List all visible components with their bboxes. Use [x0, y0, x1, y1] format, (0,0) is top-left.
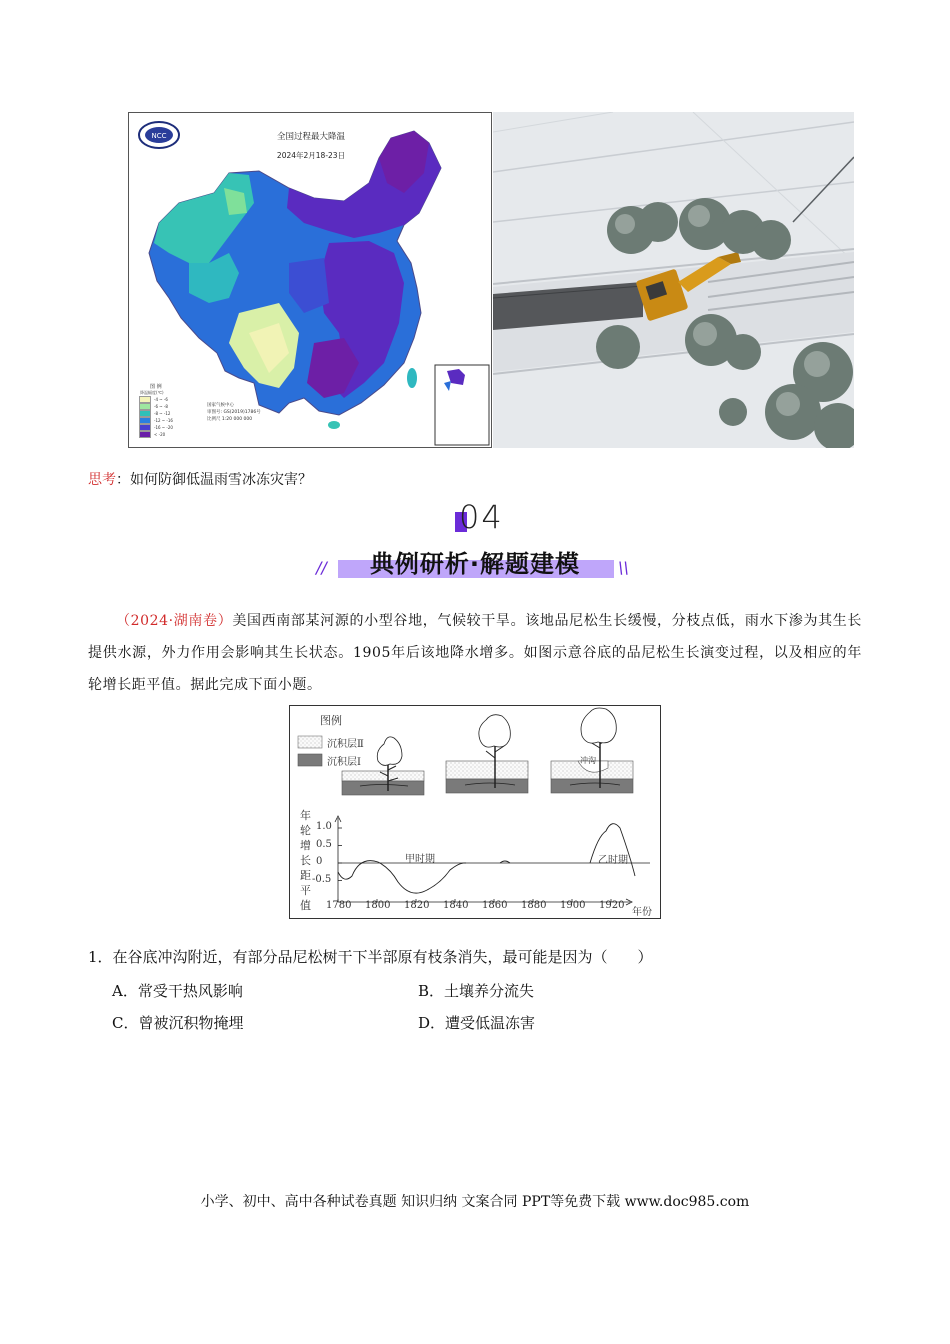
y-axis-label-char: 平	[300, 884, 311, 897]
map-legend-swatch	[139, 403, 151, 410]
y-axis-label-char: 距	[300, 869, 311, 882]
stem-text: 美国西南部某河源的小型谷地，气候较干旱。该地品尼松生长缓慢，分枝点低，雨水下渗为其生长提供水源，外力作用会影响其生长状态。1905年后该地降水增多。如图示意谷底的品尼松生长演变过程，以及相应的年轮增长距平值。据此完成下面小题。	[88, 613, 862, 693]
map-title: 全国过程最大降温	[276, 132, 345, 142]
map-legend-row	[139, 417, 196, 424]
snow-excavator-photo	[493, 112, 854, 448]
map-legend-unit: 降温幅度(℃)	[140, 390, 164, 395]
map-legend-row	[139, 424, 196, 431]
legend-swatch-layer1	[298, 754, 322, 766]
question-1: 1．在谷底冲沟附近，有部分品尼松树干下半部原有枝条消失，最可能是因为（ ）	[88, 948, 653, 966]
period-a-label: 甲时期	[405, 854, 435, 865]
option-b[interactable]: B．土壤养分流失	[418, 982, 535, 1000]
page-footer: 小学、初中、高中各种试卷真题 知识归纳 文案合同 PPT等免费下载 www.doc985.com	[200, 1194, 750, 1210]
map-legend-swatch	[139, 424, 151, 431]
y-axis-label-char: 年	[300, 809, 311, 822]
map-legend-label: -8 ~ -12	[154, 411, 171, 416]
map-legend-row	[139, 403, 196, 410]
map-legend-label: -12 ~ -16	[154, 418, 173, 423]
x-tick-label: 1800	[365, 900, 391, 911]
period-b-label: 乙时期	[598, 855, 628, 866]
map-legend-row	[139, 396, 196, 403]
x-tick-label: 1900	[560, 900, 586, 911]
legend-layer2-label: 沉积层Ⅱ	[327, 739, 364, 750]
section-header	[312, 540, 638, 584]
y-tick-label: 0.5	[316, 838, 332, 850]
map-legend-label: -16 ~ -20	[154, 425, 173, 430]
slash-decoration-left: //	[316, 558, 327, 577]
stage-3	[551, 708, 633, 793]
y-tick-label: 1.0	[316, 821, 332, 832]
option-d[interactable]: D．遭受低温冻害	[418, 1014, 536, 1032]
x-tick-label: 1820	[404, 900, 430, 911]
y-axis-label-char: 长	[300, 854, 311, 867]
stage-2	[446, 715, 528, 793]
map-legend-swatch	[139, 410, 151, 417]
x-tick-label: 1860	[482, 900, 508, 911]
map-legend-row	[139, 431, 196, 438]
pine-growth-diagram	[289, 705, 661, 919]
map-legend-title: 图 例	[150, 384, 162, 390]
map-legend-label: -4 ~ -6	[154, 397, 168, 402]
map-legend-swatch	[139, 417, 151, 424]
think-label: 思考	[88, 472, 116, 488]
option-a[interactable]: A．常受干热风影响	[112, 982, 243, 1000]
map-legend-swatch	[139, 431, 151, 438]
map-credit-line: 比例尺 1:20 000 000	[207, 417, 253, 422]
section-number-text: 04	[459, 498, 504, 536]
diagram-legend-title: 图例	[320, 714, 342, 727]
think-text: ：如何防御低温雨雪冰冻灾害？	[116, 472, 312, 488]
map-legend-label: -6 ~ -8	[154, 404, 168, 409]
map-legend	[136, 383, 196, 443]
map-legend-row	[139, 410, 196, 417]
section-number	[455, 500, 535, 538]
y-tick-label: -0.5	[312, 873, 332, 885]
x-tick-label: 1840	[443, 900, 469, 911]
map-date: 2024年2月18-23日	[276, 151, 346, 160]
x-tick-label: 1920	[599, 900, 625, 911]
y-axis-label-char: 增	[300, 839, 311, 852]
map-credit	[207, 402, 261, 423]
map-legend-swatch	[139, 396, 151, 403]
svg-text:NCC: NCC	[151, 132, 167, 140]
x-axis-unit: 年份	[632, 907, 652, 918]
y-axis-label-char: 轮	[300, 824, 311, 837]
option-c[interactable]: C．曾被沉积物掩埋	[112, 1014, 244, 1032]
y-tick-label: 0	[316, 856, 323, 867]
map-legend-label: < -20	[154, 432, 166, 437]
ring-growth-curve	[338, 824, 635, 893]
x-tick-label: 1780	[326, 900, 352, 911]
map-credit-line: 审图号: GS(2019)1786号	[207, 410, 261, 415]
stem-source: （2024·湖南卷）	[116, 613, 233, 629]
section-title: 典例研析·解题建模	[369, 550, 581, 578]
legend-layer1-label: 沉积层Ⅰ	[327, 757, 361, 768]
map-credit-line: 国家气候中心	[207, 403, 234, 408]
question-stem	[88, 605, 862, 701]
legend-swatch-layer2	[298, 736, 322, 748]
gully-label: 冲沟	[580, 756, 596, 765]
x-tick-label: 1880	[521, 900, 547, 911]
think-prompt	[88, 469, 312, 489]
y-axis-label-char: 值	[300, 899, 311, 912]
slash-decoration-right: \\	[618, 558, 629, 577]
temperature-drop-map	[128, 112, 492, 448]
